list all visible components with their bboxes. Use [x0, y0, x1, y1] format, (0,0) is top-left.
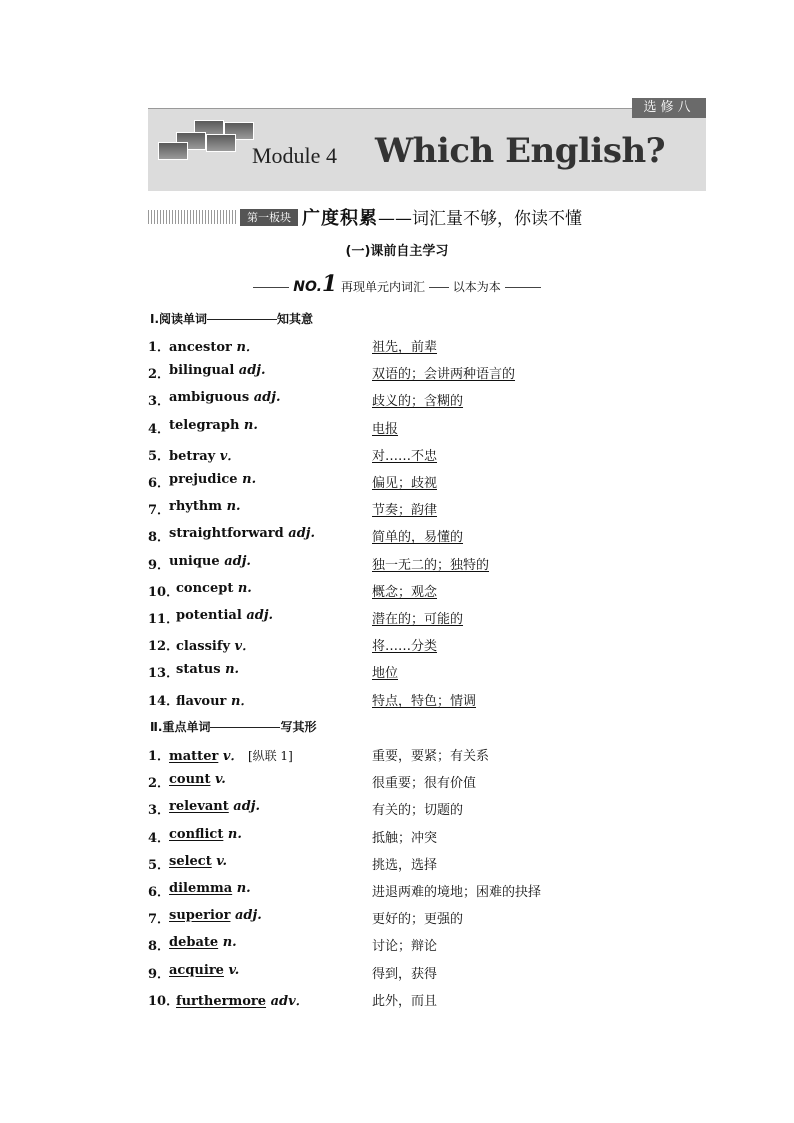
key-word-row — [148, 827, 668, 849]
word-entry — [176, 581, 252, 596]
part-of-speech: adj. — [233, 799, 261, 815]
reading-row — [148, 662, 668, 684]
word: prejudice — [169, 472, 238, 487]
heading-rule — [207, 319, 277, 320]
key-word-row — [148, 881, 668, 903]
rule-left — [253, 287, 289, 288]
meaning: 很重要；很有价值 — [372, 776, 477, 792]
item-number: 1． — [148, 749, 171, 764]
key-word-row — [148, 990, 668, 1012]
reading-heading-right: 知其意 — [277, 312, 314, 326]
word: unique — [169, 553, 220, 569]
part-of-speech: v. — [215, 772, 226, 788]
part-of-speech: n. — [236, 881, 251, 896]
reading-row — [148, 418, 668, 440]
rule-mid — [429, 287, 449, 288]
word-entry — [169, 336, 259, 355]
part-of-speech: adj. — [288, 526, 316, 542]
no-number: 1 — [321, 271, 338, 297]
word: potential — [176, 608, 242, 623]
key-word-row — [148, 799, 668, 821]
section-bar — [148, 204, 648, 232]
item-number: 3． — [148, 394, 171, 410]
reading-heading — [150, 310, 313, 327]
reading-row — [148, 690, 668, 712]
item-number: 10． — [148, 584, 180, 600]
item-number: 4． — [148, 421, 171, 437]
part-of-speech: v. — [228, 962, 240, 978]
item-number: 2． — [148, 367, 171, 383]
key-word-row — [148, 745, 668, 767]
item-number: 14． — [148, 693, 180, 709]
item-number: 5． — [148, 448, 171, 464]
word: acquire — [169, 962, 224, 978]
meaning: 进退两难的境地；困难的抉择 — [372, 885, 542, 900]
word: superior — [169, 908, 231, 924]
reading-row — [148, 635, 668, 657]
word: classify — [176, 639, 230, 655]
word: furthermore — [176, 993, 267, 1009]
item-number: 12． — [148, 639, 180, 655]
word-entry — [169, 526, 315, 541]
word-entry — [169, 390, 280, 405]
part-of-speech: n. — [222, 935, 237, 951]
word: debate — [169, 935, 219, 951]
item-number: 8． — [148, 939, 171, 955]
meaning: 独一无二的；独特的 — [372, 557, 490, 573]
meaning: 偏见；歧视 — [372, 476, 438, 491]
part-of-speech: adj. — [246, 608, 274, 623]
word: dilemma — [169, 881, 233, 896]
reading-row — [148, 526, 668, 548]
series-tag: 选修八 — [632, 98, 706, 118]
item-number: 13． — [148, 666, 180, 682]
no-title: 再现单元内词汇 — [341, 280, 426, 294]
word: straightforward — [169, 526, 284, 542]
reading-row — [148, 390, 668, 412]
reading-row — [148, 554, 668, 576]
meaning: 节奏；韵律 — [372, 503, 438, 519]
reading-row — [148, 363, 668, 385]
word: rhythm — [169, 499, 223, 515]
part-of-speech: n. — [237, 580, 252, 596]
item-number: 4． — [148, 830, 171, 846]
item-number: 1． — [148, 340, 171, 355]
no-prefix: NO. — [293, 279, 322, 295]
word: status — [176, 662, 221, 678]
meaning: 将……分类 — [372, 639, 438, 655]
part-of-speech: v． — [219, 448, 241, 464]
meaning: 潜在的；可能的 — [372, 612, 464, 627]
word-entry — [169, 881, 251, 896]
item-number: 8． — [148, 530, 171, 546]
part-of-speech: v． — [234, 639, 256, 655]
word-entry — [176, 662, 239, 677]
part-of-speech: adj. — [253, 390, 281, 406]
word: ancestor — [169, 340, 232, 355]
part-of-speech: n. — [242, 472, 257, 487]
meaning: 双语的；会讲两种语言的 — [372, 367, 516, 383]
part-of-speech: n. — [227, 826, 242, 842]
module-label: Module 4 — [252, 143, 337, 168]
heading-rule — [210, 727, 280, 728]
part-of-speech: n. — [243, 417, 258, 433]
meaning: 抵触；冲突 — [372, 830, 438, 846]
no-heading — [0, 271, 794, 297]
meaning: 特点，特色；情调 — [372, 693, 477, 709]
word: count — [169, 772, 211, 788]
word-entry — [176, 635, 255, 654]
header-photo — [158, 142, 188, 160]
meaning: 概念；观念 — [372, 584, 438, 600]
meaning: 有关的；切题的 — [372, 803, 464, 819]
word-entry — [169, 745, 293, 764]
part-of-speech: adj. — [238, 363, 266, 379]
word-entry — [169, 854, 227, 869]
part-of-speech: adv． — [270, 993, 309, 1009]
key-word-row — [148, 772, 668, 794]
word: bilingual — [169, 363, 235, 379]
word-entry — [176, 608, 273, 623]
section-title — [302, 204, 582, 230]
word-entry — [169, 554, 251, 569]
part-of-speech: adj. — [234, 908, 262, 924]
meaning: 得到，获得 — [372, 966, 438, 982]
pre-class-title: (一)课前自主学习 — [345, 244, 449, 259]
word: conflict — [169, 826, 224, 842]
meaning: 此外，而且 — [372, 993, 438, 1009]
item-number: 10． — [148, 993, 180, 1009]
word-entry — [169, 908, 262, 923]
item-number: 6． — [148, 476, 171, 491]
item-number: 6． — [148, 885, 171, 900]
reading-row — [148, 472, 668, 494]
reading-heading-left: Ⅰ.阅读单词 — [150, 312, 208, 326]
word: ambiguous — [169, 390, 250, 406]
meaning: 地位 — [372, 666, 399, 682]
meaning: 挑选，选择 — [372, 857, 438, 873]
meaning: 歧义的；含糊的 — [372, 394, 464, 410]
no-suffix: 以本为本 — [452, 280, 501, 294]
module-title: Which English? — [375, 131, 666, 171]
word-entry — [169, 772, 226, 787]
section-hatch — [148, 210, 236, 224]
key-word-row — [148, 854, 668, 876]
meaning: 讨论；辩论 — [372, 939, 438, 955]
reading-row — [148, 445, 668, 467]
rule-right — [505, 287, 541, 288]
meaning: 电报 — [372, 421, 399, 437]
word-entry — [169, 363, 266, 378]
reading-row — [148, 336, 668, 358]
word: telegraph — [169, 417, 240, 433]
word-entry — [169, 799, 260, 814]
word: matter — [169, 749, 219, 764]
key-word-row — [148, 908, 668, 930]
meaning: 重要，要紧；有关系 — [372, 749, 490, 764]
item-number: 9． — [148, 557, 171, 573]
meaning: 对……不忠 — [372, 448, 438, 464]
word-entry — [169, 418, 258, 433]
meaning: 祖先，前辈 — [372, 340, 438, 355]
header-photo — [206, 134, 236, 152]
section-tag: 第一板块 — [240, 209, 298, 226]
part-of-speech: v. — [216, 853, 228, 869]
item-number: 7． — [148, 503, 171, 519]
meaning: 更好的；更强的 — [372, 912, 464, 928]
word: betray — [169, 448, 216, 464]
item-number: 5． — [148, 857, 171, 873]
item-number: 3． — [148, 803, 171, 819]
part-of-speech: n． — [230, 693, 254, 709]
part-of-speech: n． — [236, 340, 259, 355]
reading-row — [148, 581, 668, 603]
item-number: 7． — [148, 912, 171, 928]
part-of-speech: n. — [226, 499, 241, 515]
reading-row — [148, 499, 668, 521]
word-entry — [169, 445, 240, 464]
key-word-row — [148, 963, 668, 985]
part-of-speech: adj. — [224, 553, 251, 569]
section-title-text: 广度积累 — [302, 208, 378, 229]
part-of-speech: n. — [225, 662, 240, 678]
key-word-row — [148, 935, 668, 957]
key-words-heading-right: 写其形 — [280, 720, 317, 734]
item-number: 9． — [148, 966, 171, 982]
word-entry — [176, 690, 253, 709]
key-words-heading-left: Ⅱ.重点单词 — [150, 720, 211, 734]
reading-row — [148, 608, 668, 630]
word-entry — [169, 827, 242, 842]
item-number: 2． — [148, 776, 171, 792]
word: concept — [176, 580, 234, 596]
word-entry — [169, 935, 237, 950]
word: select — [169, 853, 212, 869]
item-number: 11． — [148, 612, 180, 627]
part-of-speech: v． — [222, 749, 244, 764]
section-subtitle: ——词汇量不够，你读不懂 — [378, 209, 582, 229]
word-entry — [169, 499, 241, 514]
word-entry — [169, 963, 239, 978]
meaning: 简单的，易懂的 — [372, 530, 464, 546]
header-photos — [158, 120, 258, 160]
word-entry — [176, 990, 309, 1009]
word-entry — [169, 472, 256, 487]
key-words-heading — [150, 718, 316, 735]
word: relevant — [169, 799, 229, 815]
word: flavour — [176, 693, 227, 709]
cross-reference-note: [纵联 1] — [247, 749, 293, 763]
